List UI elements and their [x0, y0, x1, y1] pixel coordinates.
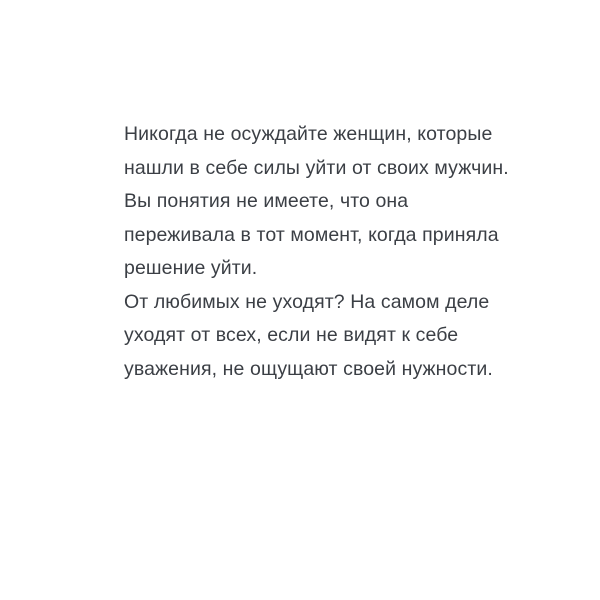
- quote-text-block: [124, 118, 524, 386]
- quote-paragraph-1: Никогда не осуждайте женщин, которые нашли в себе силы уйти от своих мужчин. Вы понятия не имеете, что она переживала в тот момент, когда приняла решение уйти.: [124, 123, 515, 279]
- quote-paragraph-2: От любимых не уходят? На самом деле уходят от всех, если не видят к себе уважения, не ощущают своей нужности.: [124, 290, 495, 380]
